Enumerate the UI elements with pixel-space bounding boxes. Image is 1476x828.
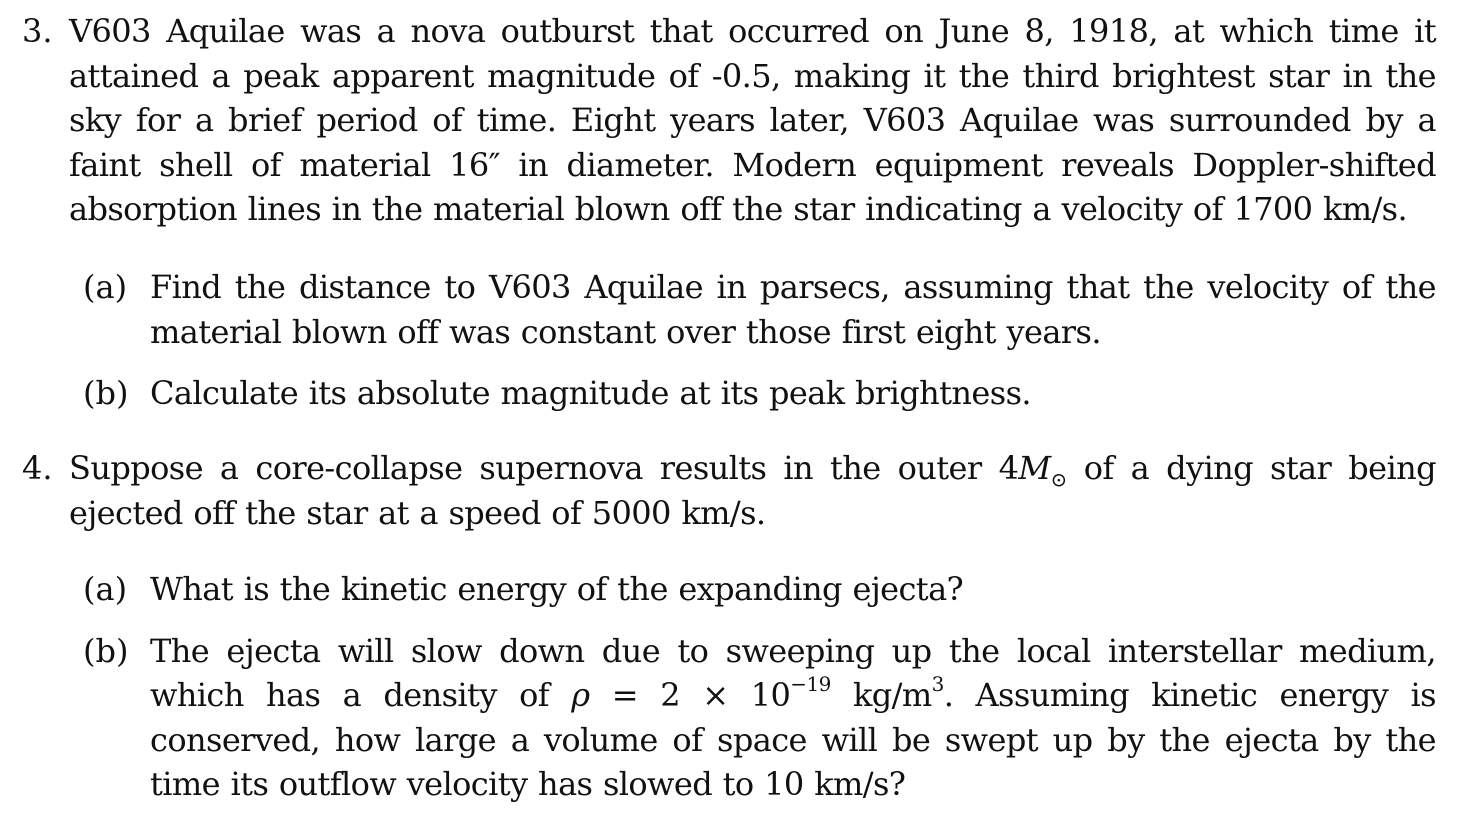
density-equals: = 2 × 10	[589, 676, 791, 714]
problem-3-part-a	[83, 265, 1436, 354]
part-text-before: The ejecta will slow down due to sweeping up the local interstellar medium, which has a density of	[150, 631, 1436, 714]
part-text: What is the kinetic energy of the expanding ejecta?	[150, 570, 964, 608]
problem-statement: V603 Aquilae was a nova outburst that occurred on June 8, 1918, at which time it attained a peak apparent magnitude of -0.5, making it the third brightest star in the sky for a brief period of time. Eight years later, V603 Aquilae was surrounded by a faint shell of material 16″ in diameter. Modern equipment reveals Doppler-shifted absorption lines in the material blown off the star indicating a velocity of 1700 km/s.	[69, 12, 1436, 228]
statement-text-after: of a dying star being ejected off the star at a speed of 5000 km/s.	[69, 449, 1436, 532]
problem-4-part-b	[83, 629, 1436, 807]
part-text-after: . Assuming kinetic energy is conserved, how large a volume of space will be swept up by the ejecta by the time its outflow velocity has slowed to 10 km/s?	[150, 676, 1436, 803]
problem-number: 3.	[22, 12, 53, 50]
part-text	[150, 629, 1436, 807]
statement-text-before: Suppose a core-collapse supernova results in the outer 4	[69, 449, 1019, 487]
problem-number: 4.	[22, 449, 53, 487]
part-label: (a)	[83, 268, 128, 306]
part-label: (a)	[83, 570, 128, 608]
density-exponent: −19	[790, 672, 831, 696]
density-symbol: ρ	[571, 676, 590, 714]
problem-4-part-a	[83, 567, 1436, 612]
solar-subscript: ⊙	[1050, 467, 1067, 492]
part-text: Find the distance to V603 Aquilae in parsecs, assuming that the velocity of the material blown off was constant over those first eight years.	[150, 268, 1436, 351]
density-unit: kg/m	[830, 676, 932, 714]
problem-statement	[69, 446, 1436, 535]
part-label: (b)	[83, 374, 129, 412]
part-label: (b)	[83, 631, 129, 670]
problem-3-part-b	[83, 371, 1436, 416]
problem-4-parts	[83, 567, 1436, 824]
problem-3-parts	[83, 265, 1436, 433]
problem-4	[22, 446, 1436, 535]
solar-mass-symbol: M	[1018, 449, 1051, 487]
unit-exponent: 3	[931, 672, 944, 696]
part-text: Calculate its absolute magnitude at its peak brightness.	[150, 374, 1031, 412]
problem-3	[22, 9, 1436, 232]
